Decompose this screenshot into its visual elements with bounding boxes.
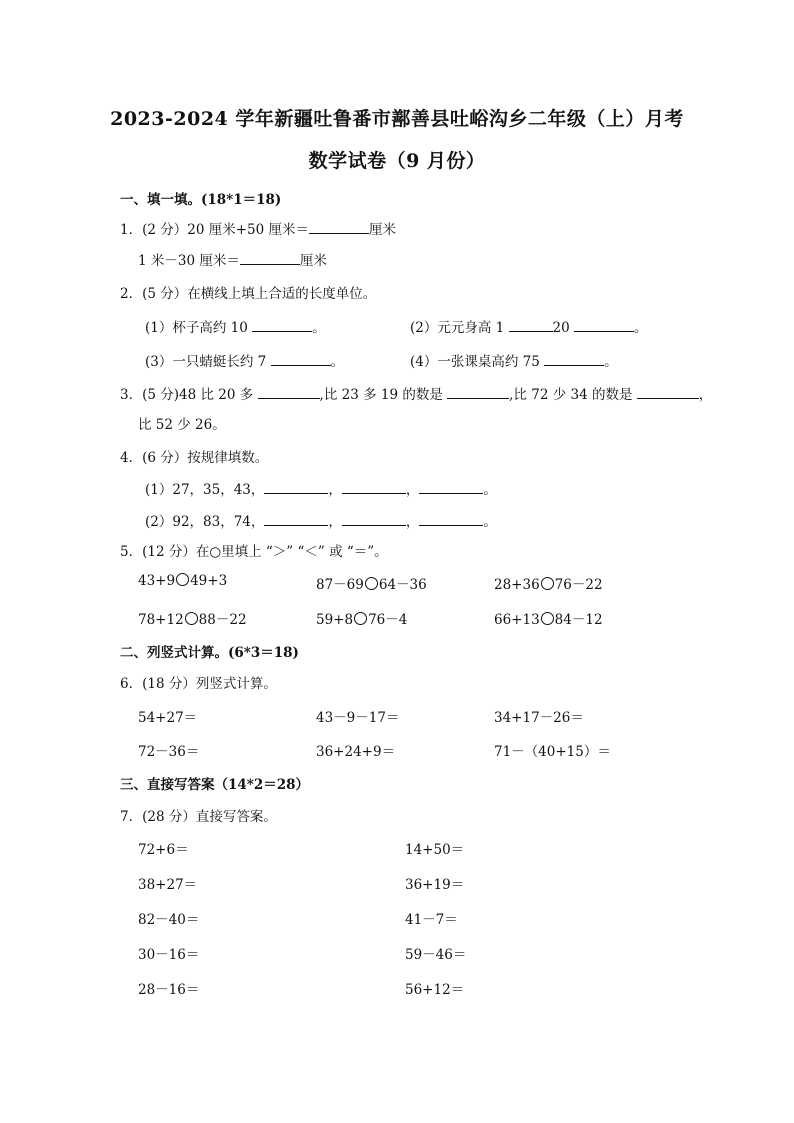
direct-item: 14+50＝ — [405, 842, 465, 858]
q3-part-4: ， — [698, 387, 713, 403]
section-heading-vertical: 二、列竖式计算。(6*3＝18) — [120, 645, 299, 661]
q3-part-2: ,比 23 多 19 的数是 — [319, 387, 443, 403]
question-2-item-3 — [145, 350, 344, 370]
question-4-row-1 — [145, 478, 497, 498]
answer-blank[interactable] — [419, 511, 483, 526]
direct-item: 82－40＝ — [138, 912, 200, 928]
calc-item: 43－9－17＝ — [316, 710, 400, 726]
question-5-stem: 5．(12 分）在○里填上 “＞” “＜” 或 “＝”。 — [120, 544, 388, 560]
compare-right: 88－22 — [198, 612, 247, 628]
question-2-item-4 — [410, 350, 618, 370]
direct-item: 36+19＝ — [405, 877, 465, 893]
compare-circle[interactable] — [365, 577, 378, 590]
answer-blank[interactable] — [258, 384, 320, 399]
compare-left: 28+36 — [494, 577, 540, 593]
direct-item: 72+6＝ — [138, 842, 189, 858]
q4-row-1-text: (1）27，35，43， — [145, 482, 265, 498]
section-heading-direct: 三、直接写答案（14*2＝28） — [120, 777, 310, 793]
answer-blank[interactable] — [264, 479, 328, 494]
answer-blank[interactable] — [447, 384, 509, 399]
question-2-stem: 2．(5 分）在横线上填上合适的长度单位。 — [120, 286, 377, 302]
direct-item: 41－7＝ — [405, 912, 458, 928]
q2-end: 。 — [330, 354, 345, 370]
calc-item: 72－36＝ — [138, 744, 200, 760]
q3-part-3: ,比 72 少 34 的数是 — [509, 387, 633, 403]
compare-left: 87－69 — [316, 577, 364, 593]
question-4-stem: 4．(6 分）按规律填数。 — [120, 450, 269, 466]
compare-left: 43+9 — [138, 573, 176, 589]
q2-item-2-text: (2）元元身高 1 — [410, 320, 505, 336]
answer-blank[interactable] — [574, 317, 634, 332]
compare-circle[interactable] — [176, 573, 189, 586]
q4-sep: ， — [405, 482, 420, 498]
q3-part-1: 3．(5 分)48 比 20 多 — [120, 387, 254, 403]
compare-circle[interactable] — [541, 612, 554, 625]
q2-item-3-text: (3）一只蜻蜓长约 7 — [145, 354, 267, 370]
compare-circle[interactable] — [541, 577, 554, 590]
question-6-stem: 6．(18 分）列竖式计算。 — [120, 676, 277, 692]
q4-sep: ， — [405, 514, 420, 530]
answer-blank[interactable] — [342, 511, 406, 526]
compare-item — [138, 573, 227, 589]
q1a-text: 1．(2 分）20 厘米+50 厘米＝ — [120, 222, 309, 238]
answer-blank[interactable] — [509, 317, 553, 332]
compare-right: 76－22 — [554, 577, 603, 593]
q4-row-2-text: (2）92，83，74， — [145, 514, 265, 530]
compare-right: 84－12 — [554, 612, 603, 628]
q2-item-2-mid: 20 — [552, 320, 570, 336]
q2-end: 。 — [604, 354, 618, 370]
direct-item: 28－16＝ — [138, 982, 200, 998]
question-1a — [120, 218, 396, 238]
q4-end: 。 — [483, 482, 497, 498]
question-2-item-2 — [410, 316, 648, 336]
answer-blank[interactable] — [240, 250, 300, 265]
compare-left: 59+8 — [316, 612, 354, 628]
compare-left: 66+13 — [494, 612, 540, 628]
q2-item-4-text: (4）一张课桌高约 75 — [410, 354, 540, 370]
answer-blank[interactable] — [419, 479, 483, 494]
section-heading-fill: 一、填一填。(18*1＝18) — [120, 192, 282, 208]
q1b-text: 1 米－30 厘米＝ — [138, 253, 240, 269]
direct-item: 56+12＝ — [405, 982, 465, 998]
direct-item: 30－16＝ — [138, 947, 200, 963]
compare-right: 76－4 — [368, 612, 408, 628]
answer-blank[interactable] — [637, 384, 699, 399]
compare-right: 64－36 — [378, 577, 427, 593]
calc-item: 71－（40+15）＝ — [494, 744, 611, 760]
answer-blank[interactable] — [264, 511, 328, 526]
answer-blank[interactable] — [271, 351, 331, 366]
exam-title-line-1: 2023-2024 学年新疆吐鲁番市鄯善县吐峪沟乡二年级（上）月考 — [110, 108, 684, 130]
q1a-unit: 厘米 — [369, 222, 396, 238]
calc-item: 36+24+9＝ — [316, 744, 396, 760]
question-7-stem: 7．(28 分）直接写答案。 — [120, 809, 277, 825]
q2-end: 。 — [634, 320, 648, 336]
compare-item — [494, 608, 603, 628]
q2-item-1-text: (1）杯子高约 10 — [145, 320, 248, 336]
question-3 — [120, 383, 712, 403]
question-3-line-2: 比 52 少 26。 — [138, 417, 226, 433]
question-4-row-2 — [145, 510, 497, 530]
question-1b — [138, 249, 327, 269]
answer-blank[interactable] — [309, 219, 369, 234]
answer-blank[interactable] — [252, 317, 312, 332]
exam-title-line-2: 数学试卷（9 月份） — [308, 150, 486, 172]
q1b-unit: 厘米 — [299, 253, 327, 269]
compare-item — [316, 608, 407, 628]
answer-blank[interactable] — [544, 351, 604, 366]
q4-sep: ， — [328, 514, 342, 530]
compare-right: 49+3 — [190, 573, 228, 589]
compare-item — [138, 608, 247, 628]
q4-sep: ， — [328, 482, 342, 498]
q2-end: 。 — [312, 320, 326, 336]
compare-left: 78+12 — [138, 612, 184, 628]
compare-item — [316, 573, 427, 593]
direct-item: 59－46＝ — [405, 947, 467, 963]
answer-blank[interactable] — [342, 479, 406, 494]
compare-item — [494, 573, 603, 593]
compare-circle[interactable] — [185, 612, 198, 625]
direct-item: 38+27＝ — [138, 877, 198, 893]
q4-end: 。 — [483, 514, 497, 530]
calc-item: 34+17－26＝ — [494, 710, 584, 726]
question-2-item-1 — [145, 316, 326, 336]
calc-item: 54+27＝ — [138, 710, 198, 726]
compare-circle[interactable] — [354, 612, 367, 625]
